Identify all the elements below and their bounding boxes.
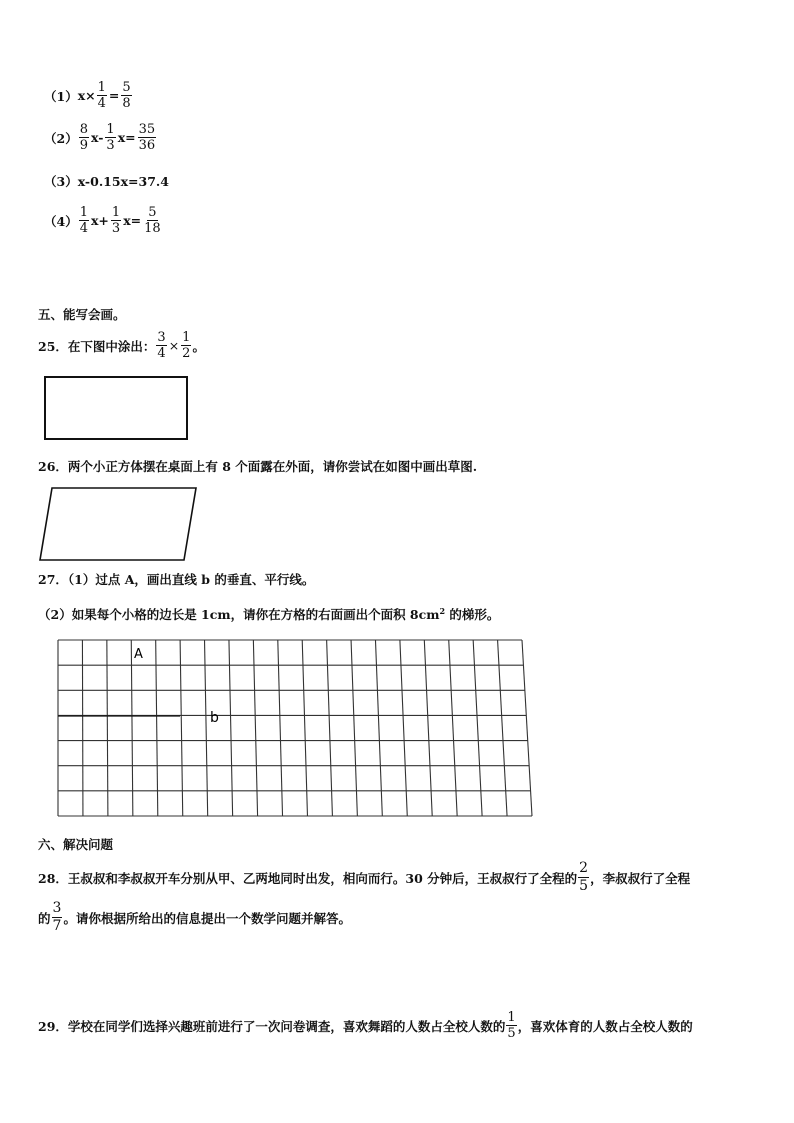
question-29: 29．学校在同学们选择兴趣班前进行了一次问卷调查，喜欢舞蹈的人数占全校人数的 $\frac{1}{5}$ ，喜欢体育的人数占全校人数的	[38, 1010, 693, 1041]
question-27-part-2: （2）如果每个小格的边长是 1cm，请你在方格的右面画出个面积 $8cm^2$ 的梯形。	[38, 606, 500, 623]
fraction: $\frac{8}{9}$	[79, 122, 88, 153]
square-grid[interactable]	[56, 638, 538, 820]
fraction: $\frac{1}{3}$	[111, 205, 121, 236]
drawing-parallelogram[interactable]	[38, 485, 200, 563]
equation-label: （3）	[44, 174, 78, 189]
fraction: $\frac{1}{2}$	[182, 330, 191, 361]
question-26: 26．两个小正方体摆在桌面上有 8 个面露在外面，请你尝试在如图中画出草图.	[38, 459, 478, 474]
question-27-part-1: 27．（1）过点 A，画出直线 b 的垂直、平行线。	[38, 572, 315, 587]
equation-3	[44, 172, 169, 190]
point-a-label: A	[134, 647, 143, 662]
fraction: $\frac{35}{36}$	[138, 122, 156, 153]
question-28-line-1: 28．王叔叔和李叔叔开车分别从甲、乙两地同时出发，相向而行。30 分钟后，王叔叔行了全程的 $\frac{2}{5}$ ，李叔叔行了全程	[38, 860, 691, 894]
line-b-label: b	[210, 710, 219, 726]
equation-text: x-0.15x=37.4	[77, 173, 169, 189]
section-6-heading: 六、解决问题	[38, 837, 114, 852]
variable-term: x×	[77, 88, 96, 103]
equation-1: （1） x× $\frac{1}{4}$ = $\frac{5}{8}$	[44, 80, 131, 111]
question-28-line-2: 的 $\frac{3}{7}$ 。请你根据所给出的信息提出一个数学问题并解答。	[38, 900, 351, 934]
question-25: 25．在下图中涂出： $\frac{3}{4}$ × $\frac{1}{2}$ 。	[38, 330, 205, 361]
fraction: $\frac{5}{8}$	[122, 80, 131, 111]
fraction: $\frac{5}{18}$	[144, 205, 161, 236]
equation-label: （4）	[44, 213, 78, 229]
equation-4: （4） $\frac{1}{4}$ x+ $\frac{1}{3}$ x= $\frac{5}{18}$	[44, 205, 161, 236]
shading-rectangle[interactable]	[44, 376, 188, 440]
equation-2: （2） $\frac{8}{9}$ x- $\frac{1}{3}$ x= $\frac{35}{36}$	[44, 122, 156, 153]
fraction: $\frac{1}{5}$	[507, 1010, 516, 1041]
fraction: $\frac{3}{7}$	[52, 900, 62, 934]
fraction: $\frac{1}{4}$	[97, 80, 106, 111]
fraction: $\frac{2}{5}$	[579, 860, 589, 894]
question-text: 25．在下图中涂出：	[38, 338, 156, 354]
fraction: $\frac{1}{4}$	[79, 205, 88, 236]
section-5-heading: 五、能写会画。	[38, 307, 126, 322]
equation-label: （1）	[44, 88, 78, 104]
equation-label: （2）	[44, 130, 78, 146]
fraction: $\frac{3}{4}$	[157, 330, 166, 361]
fraction: $\frac{1}{3}$	[106, 122, 115, 153]
